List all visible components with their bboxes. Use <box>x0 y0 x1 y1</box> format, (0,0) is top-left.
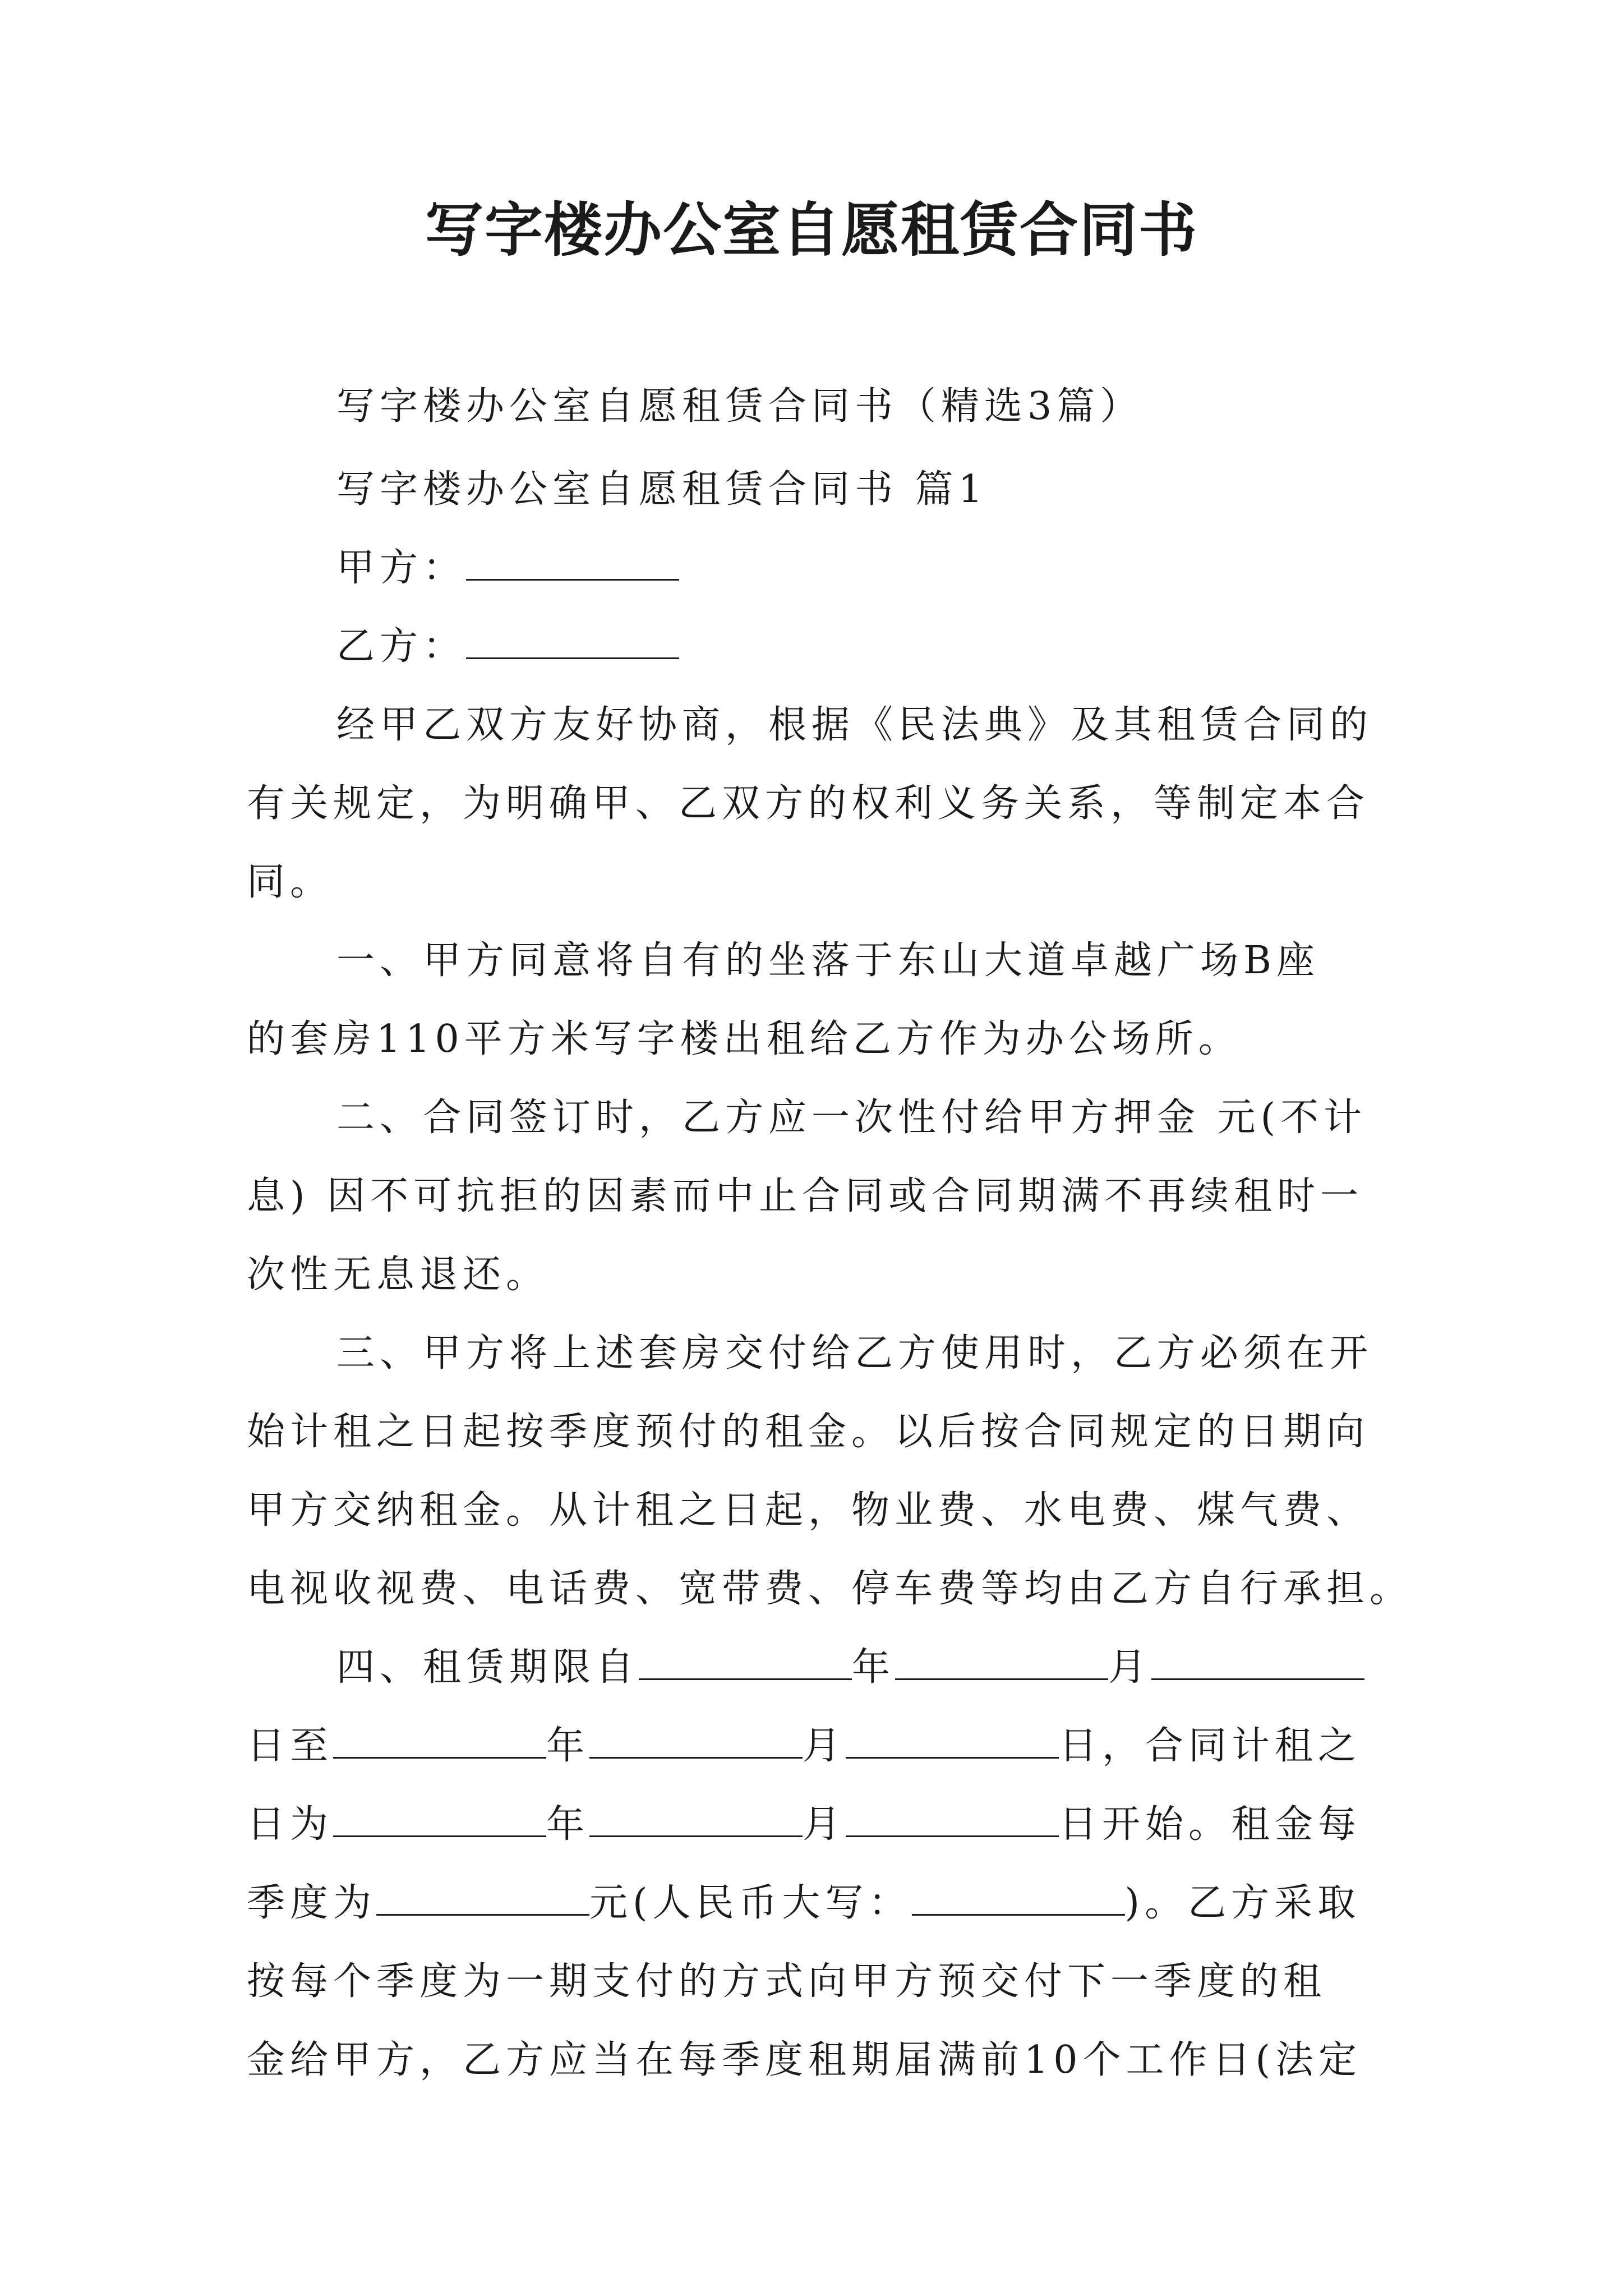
paragraph-line: 息) 因不可抗拒的因素而中止合同或合同期满不再续租时一 <box>247 1174 1364 1218</box>
paragraph-line: 金给甲方，乙方应当在每季度租期届满前10个工作日(法定 <box>247 2038 1362 2082</box>
text-segment: 日为 <box>247 1802 334 1847</box>
paragraph-line: 按每个季度为一期支付的方式向甲方预交付下一季度的租 <box>247 1959 1327 2004</box>
paragraph-line: 二、合同签订时，乙方应一次性付给甲方押金 元(不计 <box>336 1096 1367 1140</box>
paragraph-line: 同。 <box>247 860 334 904</box>
blank-field <box>376 1879 589 1916</box>
text-segment: 元(人民币大写： <box>589 1881 912 1925</box>
blank-field <box>589 1722 803 1759</box>
blank-field <box>1151 1644 1364 1680</box>
paragraph-line: 三、甲方将上述套房交付给乙方使用时，乙方必须在开 <box>336 1331 1373 1375</box>
text-segment: 日开始。租金每 <box>1059 1802 1362 1847</box>
text-segment: 年 <box>852 1645 896 1690</box>
section-heading: 写字楼办公室自愿租赁合同书 篇1 <box>336 467 988 512</box>
text-segment: 月 <box>803 1724 846 1768</box>
blank-field <box>895 1644 1108 1680</box>
rent-line <box>247 1878 1361 1929</box>
text-segment: 月 <box>803 1802 846 1847</box>
paragraph-line: 始计租之日起按季度预付的租金。以后按合同规定的日期向 <box>247 1410 1370 1454</box>
party-b-line <box>336 622 679 672</box>
text-segment: 月 <box>1108 1645 1152 1690</box>
text-segment: 年 <box>546 1724 590 1768</box>
blank-field <box>846 1722 1059 1759</box>
text-segment: 季度为 <box>247 1881 377 1925</box>
blank-field <box>466 623 679 659</box>
blank-field <box>589 1801 803 1837</box>
blank-field <box>333 1801 546 1837</box>
lease-term-line <box>336 1642 1364 1693</box>
paragraph-line: 次性无息退还。 <box>247 1253 550 1297</box>
lease-term-line <box>247 1800 1361 1850</box>
blank-field <box>846 1801 1059 1837</box>
text-segment: 年 <box>546 1802 590 1847</box>
party-a-label: 甲方： <box>336 546 467 590</box>
text-segment: 日至 <box>247 1724 334 1768</box>
blank-field <box>333 1722 546 1759</box>
party-b-label: 乙方： <box>336 624 467 669</box>
text-segment: 日，合同计租之 <box>1059 1724 1362 1768</box>
paragraph-line: 一、甲方同意将自有的坐落于东山大道卓越广场B座 <box>336 938 1320 983</box>
document-title: 写字楼办公室自愿租赁合同书 <box>425 196 1198 264</box>
text-segment: )。乙方采取 <box>1124 1881 1361 1925</box>
text-segment: 四、租赁期限自 <box>336 1645 639 1690</box>
party-a-line <box>336 543 679 593</box>
lease-term-line <box>247 1721 1361 1772</box>
paragraph-line: 经甲乙双方友好协商，根据《民法典》及其租赁合同的 <box>336 703 1373 747</box>
paragraph-line: 的套房110平方米写字楼出租给乙方作为办公场所。 <box>247 1017 1242 1061</box>
blank-field <box>912 1879 1125 1916</box>
blank-field <box>466 544 679 581</box>
paragraph-line: 电视收视费、电话费、宽带费、停车费等均由乙方自行承担。 <box>247 1567 1413 1611</box>
paragraph-line: 有关规定，为明确甲、乙双方的权利义务关系，等制定本合 <box>247 781 1370 826</box>
subtitle: 写字楼办公室自愿租赁合同书（精选3篇） <box>336 384 1144 429</box>
paragraph-line: 甲方交纳租金。从计租之日起，物业费、水电费、煤气费、 <box>247 1488 1370 1533</box>
blank-field <box>639 1644 852 1680</box>
